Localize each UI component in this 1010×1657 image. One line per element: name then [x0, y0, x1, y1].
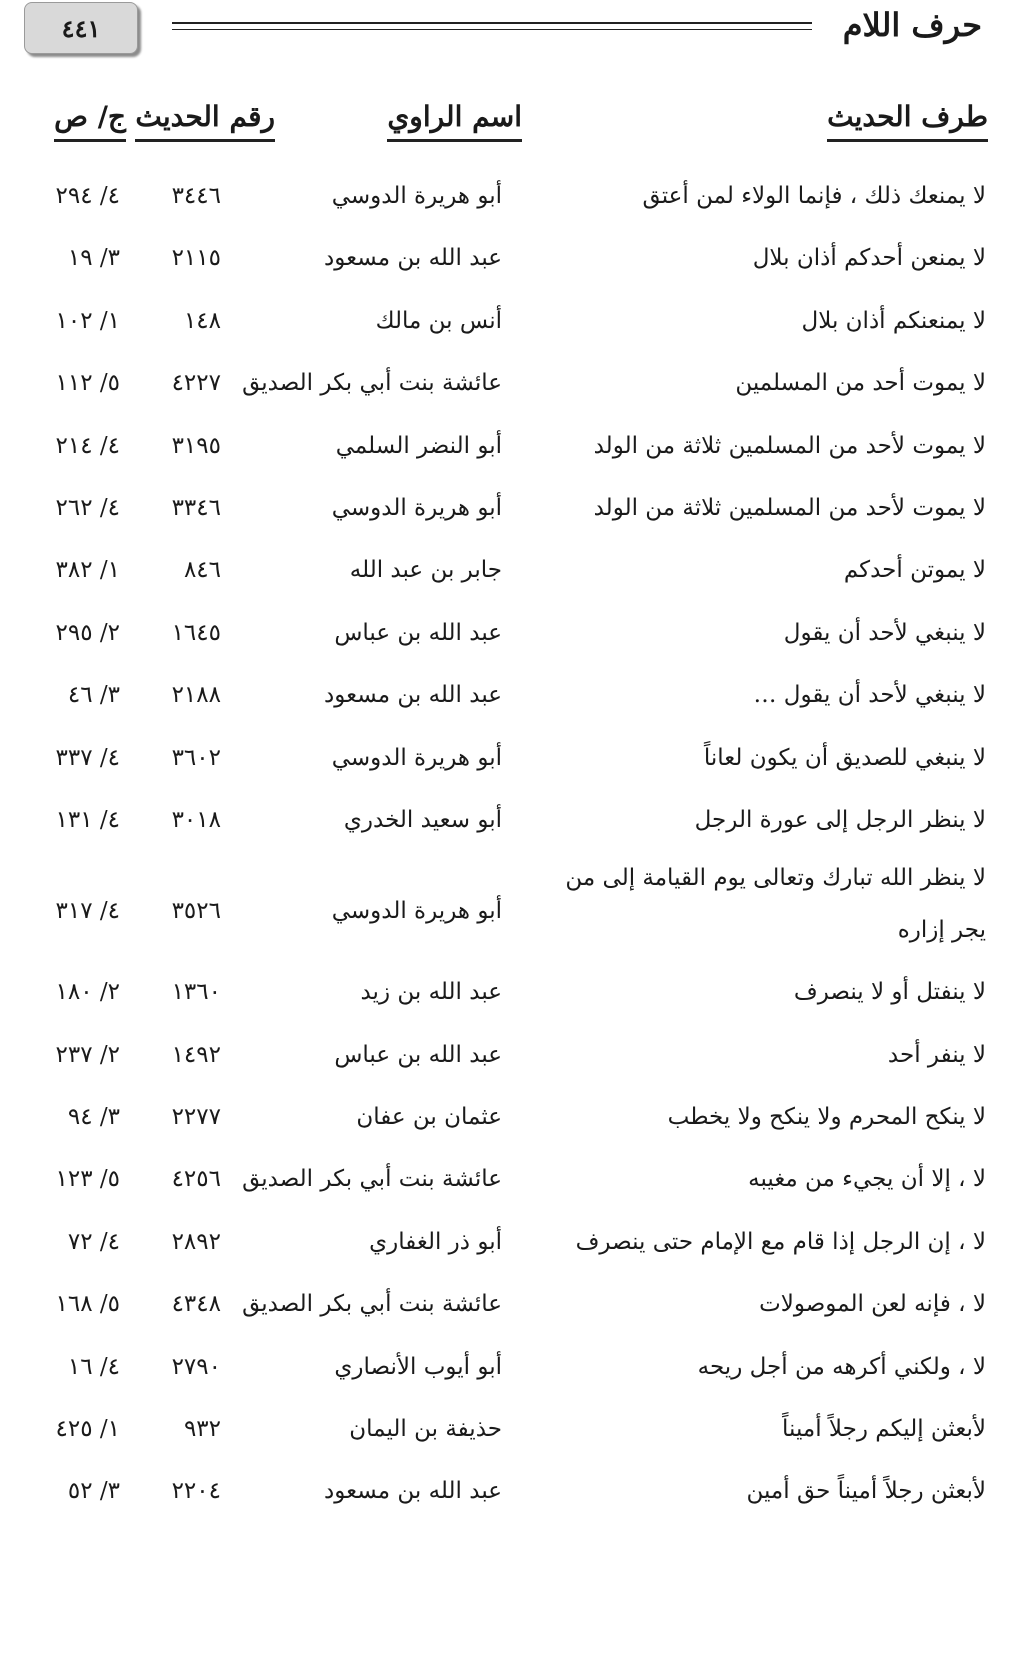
hadith-cell: لا ، فإنه لعن الموصولات [759, 1291, 986, 1318]
narrator-cell: عائشة بنت أبي بكر الصديق [242, 1166, 502, 1193]
hadith-cell: لا يموت أحد من المسلمين [735, 370, 986, 397]
hadith-number-cell: ١٤٩٢ [171, 1041, 221, 1068]
volume-page-cell: ١/ ٤٢٥ [55, 1416, 120, 1443]
volume-page-cell: ٥/ ١٦٨ [55, 1291, 120, 1318]
volume-page-cell: ٤/ ٢١٤ [55, 432, 120, 459]
narrator-cell: عائشة بنت أبي بكر الصديق [242, 370, 502, 397]
hadith-cell: لا يموت لأحد من المسلمين ثلاثة من الولد [593, 494, 986, 521]
column-header-number: رقم الحديث [135, 100, 275, 142]
hadith-cell: لا ينبغي لأحد أن يقول [783, 619, 986, 646]
table-row [0, 1461, 1010, 1523]
hadith-cell: لا ينظر الله تبارك وتعالى يوم القيامة إلى من يجر إزاره [565, 865, 986, 944]
volume-page-cell: ١/ ٣٨٢ [55, 557, 120, 584]
narrator-cell: أبو سعيد الخدري [343, 806, 502, 833]
hadith-number-cell: ١٤٨ [183, 307, 221, 334]
volume-page-cell: ٥/ ١١٢ [55, 370, 120, 397]
narrator-cell: أبو أيوب الأنصاري [334, 1353, 502, 1380]
table-row [0, 1399, 1010, 1461]
hadith-cell: لا يمنعن أحدكم أذان بلال [752, 245, 986, 272]
narrator-cell: أبو هريرة الدوسي [331, 494, 502, 521]
hadith-cell: لا ينبغي لأحد أن يقول … [753, 682, 986, 709]
volume-page-cell: ٤/ ١٣١ [55, 806, 120, 833]
hadith-cell: لا ، إلا أن يجيء من مغيبه [748, 1166, 986, 1193]
index-table [0, 166, 1010, 1524]
volume-page-cell: ٤/ ٣٣٧ [55, 744, 120, 771]
volume-page-cell: ٥/ ١٢٣ [55, 1166, 120, 1193]
table-row [0, 228, 1010, 290]
hadith-number-cell: ٣٥٢٦ [171, 898, 221, 925]
hadith-number-cell: ١٣٦٠ [171, 979, 221, 1006]
hadith-cell: لا ، ولكني أكرهه من أجل ريحه [697, 1353, 986, 1380]
hadith-cell: لأبعثن رجلاً أميناً حق أمين [746, 1478, 986, 1505]
column-headers [0, 100, 1010, 160]
hadith-cell: لا ، إن الرجل إذا قام مع الإمام حتى ينصرف [575, 1228, 986, 1255]
table-row [0, 416, 1010, 478]
hadith-number-cell: ٩٣٢ [183, 1416, 221, 1443]
header-rule-thin [172, 29, 812, 30]
volume-page-cell: ٤/ ١٦ [67, 1353, 120, 1380]
hadith-number-cell: ٣٣٤٦ [171, 494, 221, 521]
column-header-hadith: طرف الحديث [827, 100, 988, 142]
table-row [0, 1149, 1010, 1211]
hadith-cell: لأبعثن إليكم رجلاً أميناً [782, 1416, 986, 1443]
hadith-cell: لا يمنعك ذلك ، فإنما الولاء لمن أعتق [642, 183, 986, 209]
table-row [0, 1025, 1010, 1087]
narrator-cell: عبد الله بن عباس [334, 1041, 502, 1068]
volume-page-cell: ٣/ ٩٤ [67, 1104, 120, 1131]
table-row [0, 852, 1010, 962]
hadith-cell: لا يموتن أحدكم [843, 557, 986, 584]
volume-page-cell: ٤/ ٣١٧ [55, 898, 120, 925]
narrator-cell: عبد الله بن مسعود [324, 1478, 502, 1505]
table-row [0, 1337, 1010, 1399]
table-row [0, 603, 1010, 665]
table-row [0, 1274, 1010, 1336]
volume-page-cell: ٢/ ٢٩٥ [55, 619, 120, 646]
table-row [0, 540, 1010, 602]
volume-page-cell: ٢/ ٢٣٧ [55, 1041, 120, 1068]
hadith-cell: لا ينكح المحرم ولا ينكح ولا يخطب [667, 1104, 986, 1131]
hadith-number-cell: ١٦٤٥ [171, 619, 221, 646]
table-row [0, 962, 1010, 1024]
table-row [0, 1212, 1010, 1274]
column-header-narrator: اسم الراوي [387, 100, 522, 142]
table-row [0, 291, 1010, 353]
volume-page-cell: ٣/ ٤٦ [67, 682, 120, 709]
page-number: ٤٤١ [61, 13, 101, 43]
volume-page-cell: ١/ ١٠٢ [55, 307, 120, 334]
narrator-cell: عائشة بنت أبي بكر الصديق [242, 1291, 502, 1318]
hadith-number-cell: ٣٠١٨ [171, 806, 221, 833]
table-row [0, 665, 1010, 727]
hadith-number-cell: ٢٨٩٢ [171, 1228, 221, 1255]
chapter-title: حرف اللام [842, 6, 982, 44]
column-header-volume-page: ج/ ص [54, 100, 126, 142]
header-rule [172, 22, 812, 24]
hadith-number-cell: ٤٢٢٧ [171, 370, 221, 397]
volume-page-cell: ٣/ ١٩ [67, 245, 120, 272]
hadith-number-cell: ٢١٨٨ [171, 682, 221, 709]
table-row [0, 1087, 1010, 1149]
hadith-cell: لا يموت لأحد من المسلمين ثلاثة من الولد [593, 432, 986, 459]
volume-page-cell: ٤/ ٧٢ [67, 1228, 120, 1255]
volume-page-cell: ٢/ ١٨٠ [55, 979, 120, 1006]
volume-page-cell: ٤/ ٢٩٤ [55, 183, 120, 209]
hadith-number-cell: ٣٦٠٢ [171, 744, 221, 771]
hadith-cell: لا ينفر أحد [887, 1041, 986, 1068]
narrator-cell: عبد الله بن عباس [334, 619, 502, 646]
narrator-cell: عبد الله بن مسعود [324, 682, 502, 709]
hadith-number-cell: ٣١٩٥ [171, 432, 221, 459]
narrator-cell: أبو النضر السلمي [335, 432, 502, 459]
narrator-cell: أبو هريرة الدوسي [331, 898, 502, 925]
hadith-number-cell: ٨٤٦ [183, 557, 221, 584]
narrator-cell: عبد الله بن زيد [360, 979, 502, 1006]
narrator-cell: حذيفة بن اليمان [349, 1416, 502, 1443]
narrator-cell: أبو هريرة الدوسي [331, 744, 502, 771]
hadith-number-cell: ٢٧٩٠ [171, 1353, 221, 1380]
hadith-number-cell: ٢٢٧٧ [171, 1104, 221, 1131]
hadith-number-cell: ٢١١٥ [171, 245, 221, 272]
hadith-cell: لا يمنعنكم أذان بلال [801, 307, 986, 334]
volume-page-cell: ٤/ ٢٦٢ [55, 494, 120, 521]
narrator-cell: عثمان بن عفان [356, 1104, 502, 1131]
table-row [0, 166, 1010, 228]
table-row [0, 353, 1010, 415]
hadith-cell: لا ينبغي للصديق أن يكون لعاناً [703, 744, 986, 771]
hadith-number-cell: ٤٢٥٦ [171, 1166, 221, 1193]
narrator-cell: عبد الله بن مسعود [324, 245, 502, 272]
page-number-badge [24, 2, 138, 54]
hadith-number-cell: ٢٢٠٤ [171, 1478, 221, 1505]
table-row [0, 728, 1010, 790]
narrator-cell: أبو ذر الغفاري [369, 1228, 502, 1255]
hadith-cell: لا ينظر الرجل إلى عورة الرجل [694, 806, 986, 833]
table-row [0, 790, 1010, 852]
hadith-number-cell: ٣٤٤٦ [171, 183, 221, 209]
hadith-cell: لا ينفتل أو لا ينصرف [793, 979, 986, 1006]
narrator-cell: أنس بن مالك [375, 307, 502, 334]
page-header [0, 0, 1010, 70]
volume-page-cell: ٣/ ٥٢ [67, 1478, 120, 1505]
narrator-cell: أبو هريرة الدوسي [331, 183, 502, 209]
table-row [0, 478, 1010, 540]
hadith-number-cell: ٤٣٤٨ [171, 1291, 221, 1318]
narrator-cell: جابر بن عبد الله [349, 557, 502, 584]
